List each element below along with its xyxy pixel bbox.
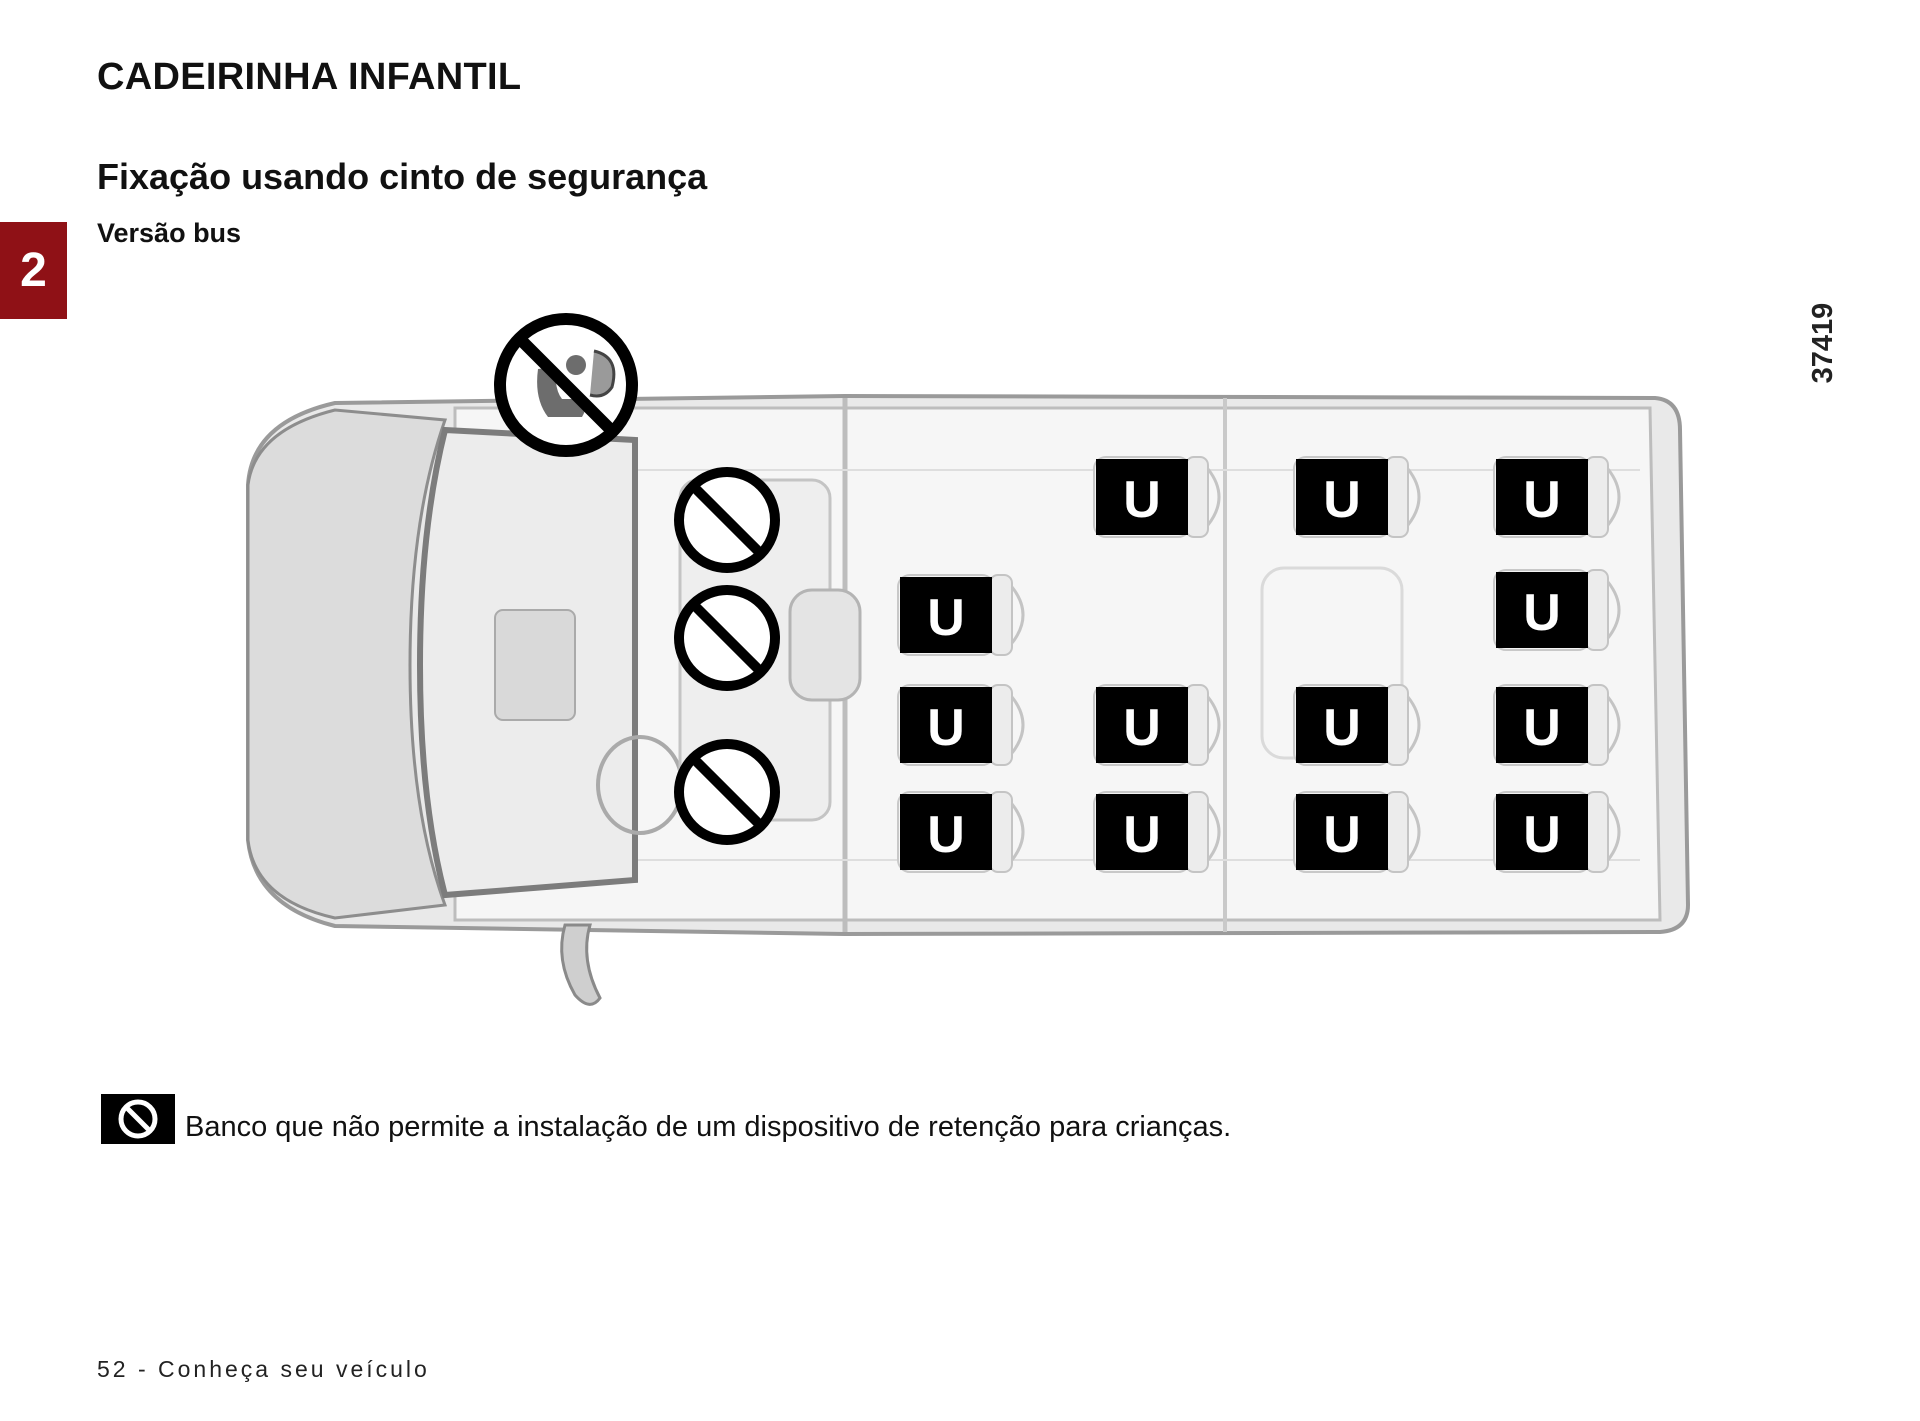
prohibited-sign-icon [679,590,775,686]
prohibited-sign-icon [679,472,775,568]
legend-text: Banco que não permite a instalação de um dispositivo de retenção para crianças. [185,1111,1232,1143]
no-child-seat-airbag-icon [500,319,632,451]
seat-u [1294,457,1419,537]
legend [101,1094,1231,1144]
seat-u-label: U [1523,699,1561,757]
seat-u-label: U [927,699,965,757]
subsection-title: Versão bus [97,218,242,248]
seat-u-label: U [1323,471,1361,529]
seat-u-label: U [1523,584,1561,642]
seat-u-label: U [1123,806,1161,864]
section-title: Fixação usando cinto de segurança [97,156,708,197]
page-title: CADEIRINHA INFANTIL [97,56,522,98]
seat-u-label: U [1523,806,1561,864]
page-footer: 52 - Conheça seu veículo [97,1356,430,1382]
seat-u-label: U [1123,699,1161,757]
seat-u [1494,685,1619,765]
seat-u-label: U [927,589,965,647]
seat-u-label: U [1323,806,1361,864]
seat-u-label: U [927,806,965,864]
seat-u [898,575,1023,655]
figure-reference-number: 37419 [1807,302,1839,384]
seat-u-label: U [1123,471,1161,529]
seat-u-label: U [1323,699,1361,757]
prohibited-sign-icon [679,744,775,840]
seat-u [1494,570,1619,650]
chapter-number: 2 [20,244,47,297]
seat-u [1494,457,1619,537]
prohibited-seats [679,472,775,840]
seat-u [1094,685,1219,765]
seat-u [1294,792,1419,872]
seat-u [1094,457,1219,537]
seat-u [898,792,1023,872]
seat-u [1294,685,1419,765]
prohibited-sign-icon [101,1094,175,1144]
seat-u [898,685,1023,765]
seat-u [1094,792,1219,872]
seat-u [1494,792,1619,872]
seat-u-label: U [1523,471,1561,529]
